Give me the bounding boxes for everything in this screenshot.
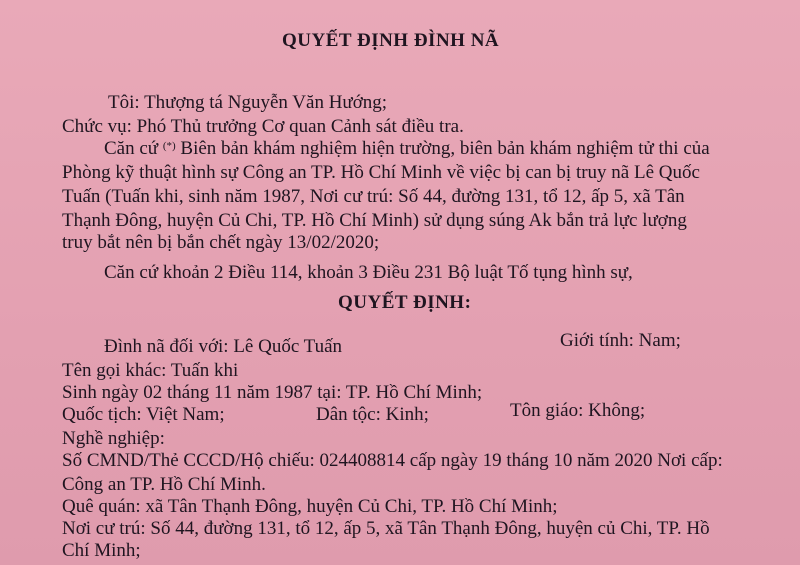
subject-id-line-2: Công an TP. Hồ Chí Minh. bbox=[62, 474, 266, 495]
subject-residence-line-1: Nơi cư trú: Số 44, đường 131, tổ 12, ấp 5, xã Tân Thạnh Đông, huyện củ Chi, TP. Hồ bbox=[62, 518, 710, 539]
subject-occupation: Nghề nghiệp: bbox=[62, 428, 165, 449]
subject-residence-line-2: Chí Minh; bbox=[62, 540, 141, 561]
basis-line-3: Tuấn (Tuấn khi, sinh năm 1987, Nơi cư trú: Số 44, đường 131, tổ 12, ấp 5, xã Tân bbox=[62, 186, 685, 207]
basis-label: Căn cứ bbox=[104, 138, 159, 159]
decision-heading: QUYẾT ĐỊNH: bbox=[338, 292, 472, 313]
basis-line-1 bbox=[104, 138, 710, 160]
subject-ethnicity: Dân tộc: Kinh; bbox=[316, 404, 429, 425]
basis-text: Biên bản khám nghiệm hiện trường, biên bản khám nghiệm tử thi của bbox=[180, 138, 710, 159]
basis-line-law: Căn cứ khoản 2 Điều 114, khoản 3 Điều 231 Bộ luật Tố tụng hình sự, bbox=[104, 262, 633, 283]
basis-footnote-mark: (*) bbox=[162, 140, 176, 152]
subject-id-line-1: Số CMND/Thẻ CCCD/Hộ chiếu: 024408814 cấp ngày 19 tháng 10 năm 2020 Nơi cấp: bbox=[62, 450, 723, 471]
subject-hometown: Quê quán: xã Tân Thạnh Đông, huyện Củ Chi, TP. Hồ Chí Minh; bbox=[62, 496, 558, 517]
basis-line-5: truy bắt nên bị bắn chết ngày 13/02/2020; bbox=[62, 232, 380, 253]
issuer-line: Tôi: Thượng tá Nguyễn Văn Hướng; bbox=[108, 92, 388, 113]
subject-alias: Tên gọi khác: Tuấn khi bbox=[62, 360, 239, 381]
subject-gender: Giới tính: Nam; bbox=[560, 330, 681, 351]
basis-line-2: Phòng kỹ thuật hình sự Công an TP. Hồ Chí Minh về việc bị can bị truy nã Lê Quốc bbox=[62, 162, 700, 183]
subject-name: Đình nã đối với: Lê Quốc Tuấn bbox=[104, 336, 343, 357]
subject-religion: Tôn giáo: Không; bbox=[510, 400, 646, 421]
subject-birth: Sinh ngày 02 tháng 11 năm 1987 tại: TP. Hồ Chí Minh; bbox=[62, 382, 483, 403]
document-title: QUYẾT ĐỊNH ĐÌNH NÃ bbox=[282, 30, 500, 51]
subject-nationality: Quốc tịch: Việt Nam; bbox=[62, 404, 225, 425]
position-line: Chức vụ: Phó Thủ trưởng Cơ quan Cảnh sát điều tra. bbox=[62, 116, 464, 137]
basis-line-4: Thạnh Đông, huyện Củ Chi, TP. Hồ Chí Minh) sử dụng súng Ak bắn trả lực lượng bbox=[62, 210, 687, 231]
